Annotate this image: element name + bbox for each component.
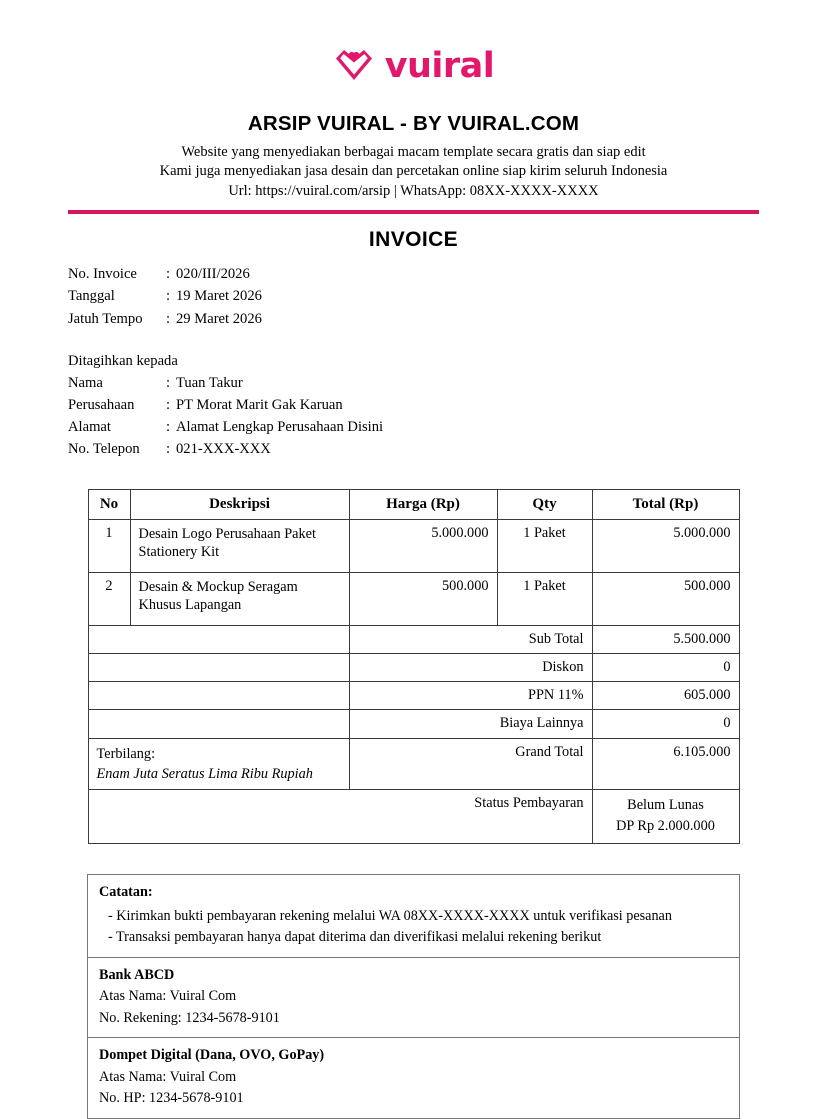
table-header-row xyxy=(88,489,739,519)
meta-separator: : xyxy=(166,310,171,327)
summary-spacer xyxy=(88,653,349,681)
bill-to-value-name: Tuan Takur xyxy=(176,374,243,391)
amount-in-words-value: Enam Juta Seratus Lima Ribu Rupiah xyxy=(96,765,313,782)
bill-to-label: Nama xyxy=(68,374,103,391)
table-row xyxy=(88,572,739,625)
wallet-account-number: No. HP: 1234-5678-9101 xyxy=(99,1090,244,1107)
company-taglines xyxy=(68,143,759,201)
bill-to-value-address: Alamat Lengkap Perusahaan Disini xyxy=(176,419,384,436)
summary-row-tax xyxy=(88,681,739,709)
bill-to-row xyxy=(68,416,759,438)
notes-bullet-list xyxy=(99,906,728,949)
column-header-no: No xyxy=(88,489,130,519)
payment-status-value: Belum Lunas xyxy=(627,796,704,813)
item-description: Desain Logo Perusahaan Paket Stationery Kit xyxy=(130,519,349,572)
vuiral-heart-logo-icon xyxy=(333,46,375,84)
bill-to-row xyxy=(68,394,759,416)
header-divider xyxy=(68,210,759,214)
notes-bullet: - Transaksi pembayaran hanya dapat diterima dan diverifikasi melalui rekening berikut xyxy=(108,929,602,946)
summary-spacer xyxy=(88,625,349,653)
summary-row-other-fees xyxy=(88,709,739,738)
item-no: 1 xyxy=(88,519,130,572)
item-qty: 1 Paket xyxy=(497,572,592,625)
bill-to-label: Alamat xyxy=(68,419,111,436)
column-header-description: Deskripsi xyxy=(130,489,349,519)
item-description: Desain & Mockup Seragam Khusus Lapangan xyxy=(130,572,349,625)
bill-to-row xyxy=(68,438,759,460)
column-header-qty: Qty xyxy=(497,489,592,519)
notes-section-catatan xyxy=(88,875,739,957)
bill-to-separator: : xyxy=(166,441,171,458)
notes-section-wallet xyxy=(88,1037,739,1117)
item-no: 2 xyxy=(88,572,130,625)
summary-spacer xyxy=(88,681,349,709)
summary-label-subtotal: Sub Total xyxy=(349,625,592,653)
meta-value-due-date: 29 Maret 2026 xyxy=(176,310,262,327)
tagline-line-2: Kami juga menyediakan jasa desain dan percetakan online siap kirim seluruh Indonesia xyxy=(159,163,668,180)
company-title: ARSIP VUIRAL - BY VUIRAL.COM xyxy=(247,112,580,135)
invoice-meta xyxy=(68,263,759,330)
item-total: 500.000 xyxy=(592,572,739,625)
item-price: 500.000 xyxy=(349,572,497,625)
summary-label-other-fees: Biaya Lainnya xyxy=(349,709,592,738)
bill-to-separator: : xyxy=(166,374,171,391)
bank-title: Bank ABCD xyxy=(99,967,175,983)
bill-to-label: Perusahaan xyxy=(68,397,135,414)
invoice-table xyxy=(88,489,740,844)
notes-bullet: - Kirimkan bukti pembayaran rekening melalui WA 08XX-XXXX-XXXX untuk verifikasi pesanan xyxy=(108,907,672,924)
meta-row xyxy=(68,308,759,330)
bill-to-row xyxy=(68,372,759,394)
meta-separator: : xyxy=(166,288,171,305)
contact-line: Url: https://vuiral.com/arsip | WhatsApp: 08XX-XXXX-XXXX xyxy=(228,182,599,199)
item-total: 5.000.000 xyxy=(592,519,739,572)
bank-account-name: Atas Nama: Vuiral Com xyxy=(99,988,237,1005)
wallet-account-name: Atas Nama: Vuiral Com xyxy=(99,1068,237,1085)
brand-header xyxy=(68,0,759,96)
table-row xyxy=(88,519,739,572)
bill-to-separator: : xyxy=(166,419,171,436)
amount-in-words-label: Terbilang: xyxy=(96,745,156,762)
summary-value-tax: 605.000 xyxy=(592,681,739,709)
tagline-line-1: Website yang menyediakan berbagai macam template secara gratis dan siap edit xyxy=(181,144,646,160)
meta-value-invoice-number: 020/III/2026 xyxy=(176,266,250,283)
payment-downpayment-value: DP Rp 2.000.000 xyxy=(616,818,715,835)
meta-label: No. Invoice xyxy=(68,266,137,283)
payment-status-row xyxy=(88,789,739,843)
page-title: INVOICE xyxy=(368,228,459,252)
meta-row xyxy=(68,285,759,307)
column-header-price: Harga (Rp) xyxy=(349,489,497,519)
status-badge xyxy=(592,789,739,843)
brand-wordmark: vuiral xyxy=(384,45,495,86)
summary-value-other-fees: 0 xyxy=(592,709,739,738)
bill-to-value-company: PT Morat Marit Gak Karuan xyxy=(176,397,343,414)
column-header-total: Total (Rp) xyxy=(592,489,739,519)
bill-to-value-phone: 021-XXX-XXX xyxy=(176,441,271,458)
bill-to-label: No. Telepon xyxy=(68,441,140,458)
summary-row-discount xyxy=(88,653,739,681)
notes-title: Catatan: xyxy=(99,883,153,900)
summary-label-tax: PPN 11% xyxy=(349,681,592,709)
meta-label: Tanggal xyxy=(68,288,115,305)
amount-in-words xyxy=(88,738,349,789)
meta-row xyxy=(68,263,759,285)
bill-to-block xyxy=(68,372,759,461)
grand-total-label: Grand Total xyxy=(349,738,592,789)
bank-account-number: No. Rekening: 1234-5678-9101 xyxy=(99,1009,280,1026)
grand-total-row xyxy=(88,738,739,789)
bill-to-separator: : xyxy=(166,397,171,414)
item-price: 5.000.000 xyxy=(349,519,497,572)
grand-total-value: 6.105.000 xyxy=(592,738,739,789)
meta-value-date: 19 Maret 2026 xyxy=(176,288,262,305)
summary-value-discount: 0 xyxy=(592,653,739,681)
payment-status-label: Status Pembayaran xyxy=(88,789,592,843)
summary-label-discount: Diskon xyxy=(349,653,592,681)
meta-label: Jatuh Tempo xyxy=(68,310,143,327)
notes-box xyxy=(87,874,740,1119)
wallet-title: Dompet Digital (Dana, OVO, GoPay) xyxy=(99,1047,325,1064)
meta-separator: : xyxy=(166,266,171,283)
item-qty: 1 Paket xyxy=(497,519,592,572)
summary-spacer xyxy=(88,709,349,738)
bill-to-heading: Ditagihkan kepada xyxy=(68,352,178,369)
notes-section-bank xyxy=(88,957,739,1037)
summary-row-subtotal xyxy=(88,625,739,653)
summary-value-subtotal: 5.500.000 xyxy=(592,625,739,653)
